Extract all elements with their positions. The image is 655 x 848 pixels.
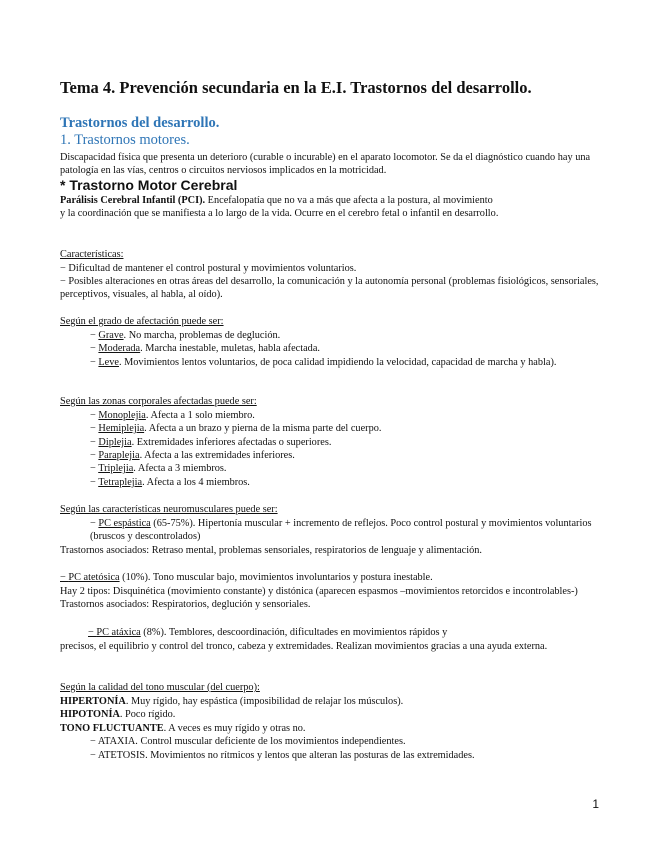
ataxica-extra: precisos, el equilibrio y control del tronco, cabeza y extremidades. Realizan movimientos gracias a una ayuda externa.	[60, 641, 548, 652]
grado-item: − Moderada. Marcha inestable, muletas, habla afectada.	[90, 343, 320, 354]
grado-item: − Grave. No marcha, problemas de deglución.	[90, 330, 281, 341]
zonas-heading: Según las zonas corporales afectadas puede ser:	[60, 396, 257, 407]
pc-atetosica: − PC atetósica (10%). Tono muscular bajo, movimientos involuntarios y postura inestable.	[60, 572, 433, 583]
pc-espastica: − PC espástica (65-75%). Hipertonía muscular + incremento de reflejos. Poco control postural y movimientos voluntarios (bruscos y descontrolados)	[90, 518, 592, 543]
pc-term: Parálisis Cerebral Infantil (PCI).	[60, 195, 206, 206]
atetosica-extra: Hay 2 tipos: Disquinética (movimiento constante) y distónica (aparecen espasmos –movimientos retorcidos e incontrolables-) Trastornos asociados: Respiratorios, deglución y sensoriales.	[60, 586, 578, 611]
tono-sub-item: − ATAXIA. Control muscular deficiente de los movimientos independientes.	[90, 736, 406, 747]
tono-sub-item: − ATETOSIS. Movimientos no rítmicos y lentos que alteran las posturas de las extremidades.	[90, 750, 475, 761]
zonas-item: − Monoplejia. Afecta a 1 solo miembro.	[90, 410, 255, 421]
section-heading: Trastornos del desarrollo.	[60, 115, 220, 131]
page-number: 1	[592, 797, 599, 811]
subsection-heading: 1. Trastornos motores.	[60, 132, 190, 148]
espastica-assoc: Trastornos asociados: Retraso mental, problemas sensoriales, respiratorios de lenguaje y alimentación.	[60, 545, 482, 556]
zonas-item: − Hemiplejia. Afecta a un brazo y pierna de la misma parte del cuerpo.	[90, 423, 382, 434]
grado-heading: Según el grado de afectación puede ser:	[60, 316, 224, 327]
zonas-item: − Diplejia. Extremidades inferiores afectadas o superiores.	[90, 437, 332, 448]
neuro-heading: Según las características neuromusculares puede ser:	[60, 504, 278, 515]
tono-item: TONO FLUCTUANTE. A veces es muy rígido y otras no.	[60, 723, 306, 734]
caracteristica-item: − Dificultad de mantener el control postural y movimientos voluntarios.	[60, 263, 357, 274]
tono-item: HIPOTONÍA. Poco rígido.	[60, 709, 176, 720]
document-title: Tema 4. Prevención secundaria en la E.I. Trastornos del desarrollo.	[60, 78, 532, 97]
zonas-item: − Tetraplejia. Afecta a los 4 miembros.	[90, 477, 250, 488]
tono-heading: Según la calidad del tono muscular (del cuerpo):	[60, 682, 260, 693]
pc-definition	[60, 194, 500, 221]
zonas-item: − Triplejia. Afecta a 3 miembros.	[90, 463, 227, 474]
tono-item: HIPERTONÍA. Muy rígido, hay espástica (imposibilidad de relajar los músculos).	[60, 696, 404, 707]
zonas-item: − Paraplejia. Afecta a las extremidades inferiores.	[90, 450, 295, 461]
intro-paragraph: Discapacidad física que presenta un deterioro (curable o incurable) en el aparato locomotor. Se da el diagnóstico cuando hay una patología en las vías, centros o circuitos nerviosos implicados en la motricidad.	[60, 152, 591, 177]
pc-text: Encefalopatía que no va a más que afecta a la postura, al movimiento y la coordinación que se manifiesta a lo largo de la vida. Ocurre en el cerebro fetal o infantil en desarrollo.	[60, 195, 499, 220]
pc-ataxica: − PC atáxica (8%). Temblores, descoordinación, dificultades en movimientos rápidos y	[88, 627, 448, 638]
pc-heading: * Trastorno Motor Cerebral	[60, 177, 238, 193]
caracteristicas-heading: Características:	[60, 249, 124, 260]
grado-item: − Leve. Movimientos lentos voluntarios, de poca calidad impidiendo la velocidad, capacidad de marcha y habla).	[90, 357, 557, 368]
caracteristica-item: − Posibles alteraciones en otras áreas del desarrollo, la comunicación y la autonomía personal (problemas fisiológicos, sensoriales, perceptivos, visuales, al habla, al oído).	[60, 276, 599, 301]
